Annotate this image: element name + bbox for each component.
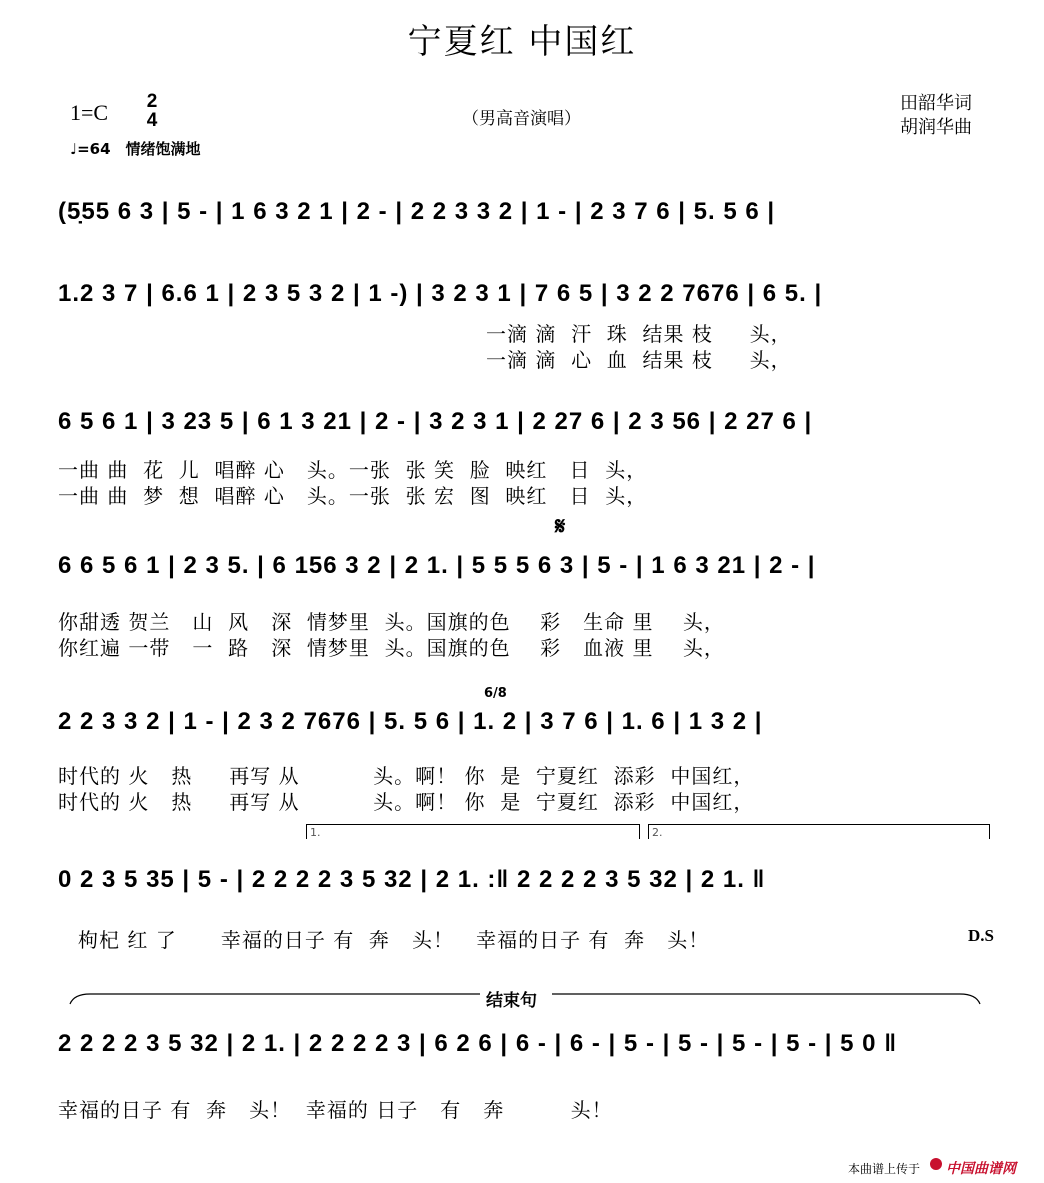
site-logo-icon xyxy=(930,1158,942,1170)
lyric-line-6: 枸杞 红 了 幸福的日子 有 奔 头！ 幸福的日子 有 奔 头！ xyxy=(78,928,710,952)
score-line-5: 2 2 3 3 2 | 1 - | 2 3 2 7676 | 5. 5 6 | 1. 2 | 3 7 6 | 1. 6 | 1 3 2 | xyxy=(58,708,763,735)
lyric-line-7: 幸福的日子 有 奔 头！ 幸福的 日子 有 奔 头！ xyxy=(58,1098,613,1122)
lyric-line-4-verse-1: 你甜透 贺兰 山 风 深 情梦里 头。国旗的色 彩 生命 里 头， xyxy=(58,610,725,634)
lyric-line-2-verse-2: 一滴 滴 心 血 结果 枝 头， xyxy=(486,348,792,372)
lyric-line-3-verse-2: 一曲 曲 梦 想 唱醉 心 头。一张 张 宏 图 映红 日 头， xyxy=(58,484,648,508)
site-logo-text[interactable]: 中国曲谱网 xyxy=(946,1161,1016,1177)
ending-phrase-label: 结束句 xyxy=(486,991,537,1011)
score-line-4: 6 6 5 6 1 | 2 3 5. | 6 156 3 2 | 2 1. | 5 5 5 6 3 | 5 - | 1 6 3 21 | 2 - | xyxy=(58,552,816,579)
score-line-6: 0 2 3 5 35 | 5 - | 2 2 2 2 3 5 32 | 2 1. :‖ 2 2 2 2 3 5 32 | 2 1. ‖ xyxy=(58,866,766,893)
lyric-line-4-verse-2: 你红遍 一带 一 路 深 情梦里 头。国旗的色 彩 血液 里 头， xyxy=(58,636,725,660)
lyric-line-5-verse-2: 时代的 火 热 再写 从 头。啊！ 你 是 宁夏红 添彩 中国红， xyxy=(58,790,755,814)
lyric-line-3-verse-1: 一曲 曲 花 儿 唱醉 心 头。一张 张 笑 脸 映红 日 头， xyxy=(58,458,648,482)
lyric-line-5-verse-1: 时代的 火 热 再写 从 头。啊！ 你 是 宁夏红 添彩 中国红， xyxy=(58,764,755,788)
time-signature-bottom: 4 xyxy=(146,110,158,131)
meter-change: 6/8 xyxy=(484,686,507,701)
score-line-2: 1.2 3 7 | 6.6 1 | 2 3 5 3 2 | 1 -) | 3 2 3 1 | 7 6 5 | 3 2 2 7676 | 6 5. | xyxy=(58,280,823,307)
performer-note: （男高音演唱） xyxy=(462,109,581,129)
segno-sign: 𝄋 xyxy=(555,512,566,540)
tempo-marking: ♩=64 情绪饱满地 xyxy=(70,140,201,158)
time-signature-top: 2 xyxy=(146,91,158,112)
score-line-7: 2 2 2 2 3 5 32 | 2 1. | 2 2 2 2 3 | 6 2 6 | 6 - | 6 - | 5 - | 5 - | 5 - | 5 - | 5 0 ‖ xyxy=(58,1030,898,1057)
key-signature: 1=C xyxy=(70,100,109,125)
dal-segno-mark: D.S xyxy=(968,926,994,945)
volta-2-label: 2. xyxy=(652,826,663,839)
volta-1-label: 1. xyxy=(310,826,321,839)
upload-note: 本曲谱上传于 xyxy=(848,1162,921,1176)
credits: 田韶华词 胡润华曲 xyxy=(900,93,972,138)
score-line-3: 6 5 6 1 | 3 23 5 | 6 1 3 21 | 2 - | 3 2 3 1 | 2 27 6 | 2 3 56 | 2 27 6 | xyxy=(58,408,813,435)
lyric-line-2-verse-1: 一滴 滴 汗 珠 结果 枝 头， xyxy=(486,322,792,346)
score-line-1: (5̣55 6 3 | 5 - | 1 6 3 2 1 | 2 - | 2 2 3 3 2 | 1 - | 2 3 7 6 | 5. 5 6 | xyxy=(58,198,776,225)
song-title: 宁夏红 中国红 xyxy=(407,22,637,62)
